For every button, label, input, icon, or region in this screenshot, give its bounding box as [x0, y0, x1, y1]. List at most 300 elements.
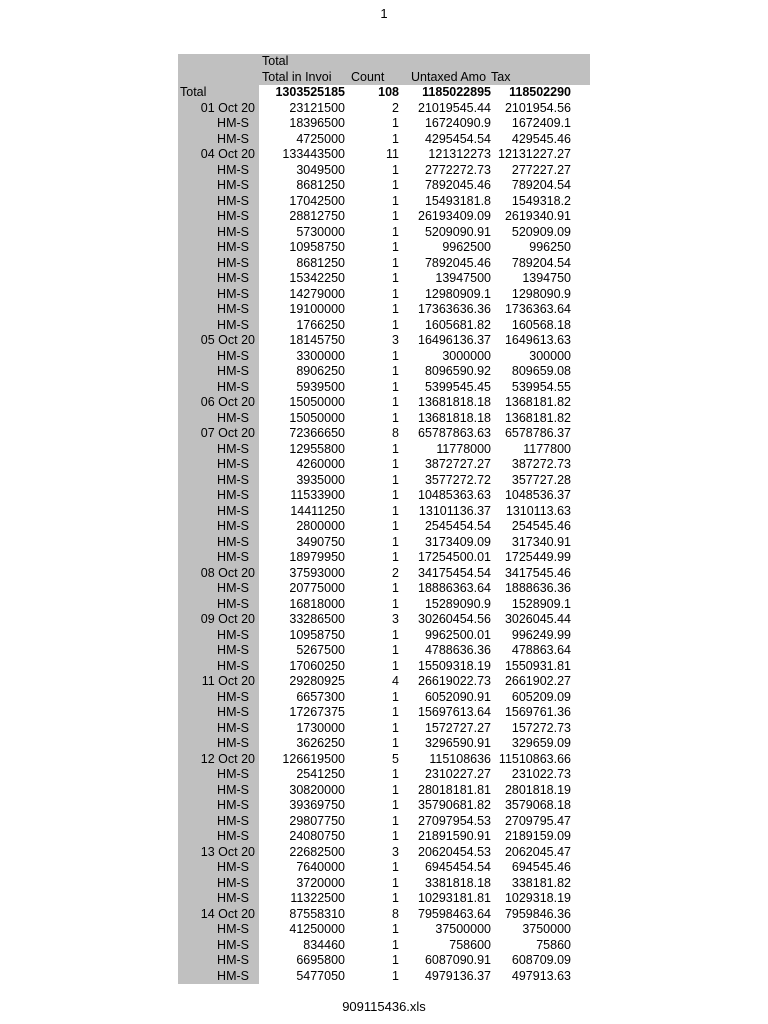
cell-count: 1: [392, 441, 399, 456]
row-label: HM-S: [178, 504, 259, 520]
cell-untaxed-amount: 13681818.18: [418, 410, 491, 425]
cell-total-in-invoice: 1766250: [296, 317, 345, 332]
cell-count: 1: [392, 534, 399, 549]
cell-untaxed-amount: 10293181.81: [418, 891, 491, 905]
table-row: [178, 473, 590, 489]
table-row: [178, 597, 590, 613]
row-label: HM-S: [178, 659, 259, 675]
table-row: [178, 411, 590, 427]
cell-total-in-invoice: 4260000: [296, 457, 345, 471]
cell-count: 1: [392, 937, 399, 952]
cell-total-in-invoice: 15050000: [289, 395, 345, 409]
cell-tax: 357727.28: [511, 472, 571, 487]
row-label: HM-S: [178, 240, 259, 256]
row-label: HM-S: [178, 876, 259, 892]
row-label: HM-S: [178, 628, 259, 644]
cell-untaxed-amount: 30260454.56: [418, 612, 491, 626]
cell-tax: 789204.54: [511, 178, 571, 192]
cell-count: 1: [392, 379, 399, 394]
cell-count: 1: [392, 627, 399, 642]
cell-tax: 300000: [529, 348, 571, 363]
row-label: HM-S: [178, 829, 259, 845]
row-label: HM-S: [178, 938, 259, 954]
row-label: HM-S: [178, 256, 259, 272]
cell-total-in-invoice: 15342250: [289, 271, 345, 285]
cell-untaxed-amount: 6087090.91: [424, 953, 491, 967]
table-row: [178, 163, 590, 179]
cell-count: 1: [392, 457, 399, 471]
row-label: HM-S: [178, 891, 259, 907]
row-label: HM-S: [178, 581, 259, 597]
cell-tax: 1298090.9: [511, 286, 571, 301]
cell-count: 1: [392, 224, 399, 239]
cell-count: 1: [392, 550, 399, 564]
cell-total-in-invoice: 18979950: [289, 550, 345, 564]
cell-untaxed-amount: 37500000: [435, 922, 491, 936]
row-label: HM-S: [178, 814, 259, 830]
row-label: HM-S: [178, 302, 259, 318]
cell-untaxed-amount: 7892045.46: [424, 178, 491, 192]
cell-total-in-invoice: 14411250: [290, 503, 345, 518]
table-row: [178, 860, 590, 876]
cell-total-in-invoice: 15050000: [289, 410, 345, 425]
table-row: [178, 318, 590, 334]
table-row: [178, 659, 590, 675]
cell-tax: 338181.82: [511, 875, 571, 890]
table-row: [178, 271, 590, 287]
cell-untaxed-amount: 3000000: [442, 348, 491, 363]
row-label: HM-S: [178, 364, 259, 380]
cell-total-in-invoice: 41250000: [289, 922, 345, 936]
cell-total-in-invoice: 11533900: [290, 488, 345, 502]
cell-tax: 1649613.63: [504, 333, 571, 347]
table-row: [178, 116, 590, 132]
row-label: HM-S: [178, 116, 259, 132]
cell-total-in-invoice: 29280925: [289, 674, 345, 688]
cell-untaxed-amount: 4788636.36: [424, 643, 491, 657]
cell-untaxed-amount: 7892045.46: [424, 255, 491, 270]
cell-count: 3: [392, 612, 399, 626]
cell-total-in-invoice: 19100000: [289, 302, 345, 316]
cell-untaxed-amount: 6945454.54: [424, 860, 491, 874]
header-row-2: [178, 70, 590, 86]
table-row: [178, 364, 590, 380]
cell-tax: 387272.73: [511, 457, 571, 471]
cell-tax: 2062045.47: [504, 844, 571, 859]
cell-untaxed-amount: 65787863.63: [418, 426, 491, 440]
cell-tax: 2101954.56: [504, 100, 571, 115]
cell-count: 1: [392, 255, 399, 270]
row-label: HM-S: [178, 318, 259, 334]
cell-count: 1: [392, 519, 399, 533]
date-group-row: [178, 674, 590, 690]
cell-untaxed-amount: 121312273: [428, 147, 491, 161]
cell-total-in-invoice: 29807750: [289, 813, 345, 828]
cell-count: 1: [392, 116, 399, 130]
cell-tax: 996250: [529, 240, 571, 254]
cell-tax: 429545.46: [511, 131, 571, 146]
cell-total-in-invoice: 87558310: [289, 906, 345, 921]
cell-tax: 6578786.37: [504, 426, 571, 440]
table-row: [178, 457, 590, 473]
cell-count: 1: [392, 829, 399, 843]
cell-tax: 605209.09: [511, 689, 571, 704]
cell-count: 1: [392, 410, 399, 425]
cell-total-in-invoice: 3720000: [296, 875, 345, 890]
row-label: HM-S: [178, 705, 259, 721]
cell-tax: 789204.54: [511, 255, 571, 270]
cell-tax: 1528909.1: [511, 596, 571, 611]
cell-total-in-invoice: 5267500: [296, 643, 345, 657]
row-label: HM-S: [178, 597, 259, 613]
cell-total-in-invoice: 5477050: [296, 968, 345, 983]
row-label: HM-S: [178, 783, 259, 799]
cell-total-in-invoice: 834460: [303, 937, 345, 952]
cell-untaxed-amount: 9962500.01: [424, 627, 491, 642]
cell-untaxed-amount: 13947500: [435, 271, 491, 285]
cell-total-in-invoice: 18396500: [289, 116, 345, 130]
table-row: [178, 519, 590, 535]
cell-tax: 75860: [536, 937, 571, 952]
cell-count: 3: [392, 333, 399, 347]
cell-count: 5: [392, 751, 399, 766]
cell-count: 1: [392, 689, 399, 704]
row-label: 13 Oct 20: [178, 845, 259, 861]
row-label: HM-S: [178, 643, 259, 659]
table-row: [178, 690, 590, 706]
cell-count: 11: [386, 147, 399, 161]
cell-total-in-invoice: 3049500: [296, 162, 345, 177]
date-group-row: [178, 566, 590, 582]
cell-count: 2: [392, 100, 399, 115]
cell-untaxed-amount: 13101136.37: [418, 503, 491, 518]
row-label: HM-S: [178, 721, 259, 737]
table-row: [178, 225, 590, 241]
header-total-in-invoice: Total in Invoi: [262, 69, 332, 84]
header-row-1: [178, 54, 590, 70]
cell-total-in-invoice: 6657300: [296, 689, 345, 704]
cell-count: 1: [392, 736, 399, 750]
cell-tax: 497913.63: [511, 968, 571, 983]
date-group-row: [178, 426, 590, 442]
cell-count: 1: [392, 813, 399, 828]
cell-count: 1: [392, 922, 399, 936]
cell-total-in-invoice: 8681250: [296, 178, 345, 192]
cell-untaxed-amount: 16724090.9: [424, 116, 491, 130]
cell-untaxed-amount: 3296590.91: [424, 736, 491, 750]
date-group-row: [178, 612, 590, 628]
cell-untaxed-amount: 3577272.72: [424, 472, 491, 487]
table-row: [178, 798, 590, 814]
date-group-row: [178, 907, 590, 923]
cell-count: 1: [392, 798, 399, 812]
cell-tax: 11510863.66: [498, 751, 571, 766]
row-label: 04 Oct 20: [178, 147, 259, 163]
cell-tax: 3026045.44: [504, 612, 571, 626]
row-label: 11 Oct 20: [178, 674, 259, 690]
cell-untaxed-amount: 3381818.18: [424, 875, 491, 890]
cell-count: 1: [392, 891, 399, 905]
cell-total-in-invoice: 39369750: [289, 798, 345, 812]
cell-untaxed-amount: 1605681.82: [424, 317, 491, 332]
row-label: HM-S: [178, 860, 259, 876]
cell-count: 1: [392, 596, 399, 611]
cell-total-in-invoice: 8906250: [296, 364, 345, 378]
cell-count: 8: [392, 426, 399, 440]
cell-tax: 231022.73: [511, 767, 571, 781]
row-label: HM-S: [178, 457, 259, 473]
cell-count: 2: [392, 565, 399, 580]
cell-tax: 277227.27: [511, 162, 571, 177]
cell-total-in-invoice: 16818000: [289, 596, 345, 611]
row-label: HM-S: [178, 798, 259, 814]
cell-tax: 1177800: [523, 441, 571, 456]
cell-untaxed-amount: 16496136.37: [418, 333, 491, 347]
cell-untaxed-amount: 5399545.45: [424, 379, 491, 394]
cell-count: 108: [378, 85, 399, 99]
cell-untaxed-amount: 17363636.36: [418, 302, 491, 316]
cell-total-in-invoice: 12955800: [289, 441, 345, 456]
row-label: 08 Oct 20: [178, 566, 259, 582]
row-label: HM-S: [178, 473, 259, 489]
row-label: HM-S: [178, 380, 259, 396]
cell-untaxed-amount: 6052090.91: [424, 689, 491, 704]
date-group-row: [178, 845, 590, 861]
date-group-row: [178, 147, 590, 163]
table-row: [178, 178, 590, 194]
cell-total-in-invoice: 10958750: [289, 627, 345, 642]
cell-total-in-invoice: 24080750: [289, 829, 345, 843]
table-row: [178, 209, 590, 225]
row-label: HM-S: [178, 132, 259, 148]
cell-untaxed-amount: 21019545.44: [418, 100, 491, 115]
cell-count: 1: [392, 720, 399, 735]
table-row: [178, 783, 590, 799]
cell-count: 1: [392, 503, 399, 518]
table-row: [178, 550, 590, 566]
row-label: HM-S: [178, 442, 259, 458]
cell-untaxed-amount: 4979136.37: [424, 968, 491, 983]
header-total-label: Total: [262, 54, 289, 68]
cell-total-in-invoice: 20775000: [289, 581, 345, 595]
cell-count: 1: [392, 162, 399, 177]
row-label: HM-S: [178, 271, 259, 287]
cell-untaxed-amount: 79598463.64: [418, 906, 491, 921]
page-number: 1: [380, 6, 388, 21]
cell-tax: 1888636.36: [504, 581, 571, 595]
row-label: Total: [178, 85, 259, 101]
header-count: Count: [351, 69, 385, 84]
cell-total-in-invoice: 8681250: [296, 255, 345, 270]
cell-total-in-invoice: 1303525185: [275, 85, 345, 99]
cell-count: 1: [392, 271, 399, 285]
cell-tax: 520909.09: [511, 224, 571, 239]
cell-count: 3: [392, 844, 399, 859]
cell-total-in-invoice: 23121500: [289, 100, 345, 115]
cell-untaxed-amount: 26193409.09: [418, 209, 491, 223]
cell-count: 1: [392, 860, 399, 874]
cell-untaxed-amount: 8096590.92: [424, 364, 491, 378]
row-label: HM-S: [178, 690, 259, 706]
cell-untaxed-amount: 18886363.64: [418, 581, 491, 595]
cell-total-in-invoice: 72366650: [289, 426, 345, 440]
cell-tax: 1569761.36: [504, 705, 571, 719]
date-group-row: [178, 333, 590, 349]
cell-count: 1: [392, 953, 399, 967]
cell-untaxed-amount: 5209090.91: [424, 224, 491, 239]
cell-tax: 1310113.63: [505, 503, 571, 518]
row-label: HM-S: [178, 287, 259, 303]
table-row: [178, 922, 590, 938]
cell-tax: 2619340.91: [504, 209, 571, 223]
cell-count: 1: [392, 193, 399, 208]
row-label: 14 Oct 20: [178, 907, 259, 923]
cell-untaxed-amount: 758600: [449, 937, 491, 952]
row-label: HM-S: [178, 535, 259, 551]
cell-untaxed-amount: 1185022895: [422, 85, 491, 99]
cell-tax: 254545.46: [511, 519, 571, 533]
cell-count: 1: [392, 302, 399, 316]
table-row: [178, 953, 590, 969]
cell-count: 1: [392, 488, 399, 502]
cell-tax: 539954.55: [511, 379, 571, 394]
cell-untaxed-amount: 10485363.63: [418, 488, 491, 502]
cell-count: 1: [392, 658, 399, 673]
cell-total-in-invoice: 2541250: [296, 767, 345, 781]
row-label: HM-S: [178, 349, 259, 365]
table-row: [178, 240, 590, 256]
cell-untaxed-amount: 15493181.8: [424, 193, 491, 208]
cell-tax: 694545.46: [511, 860, 571, 874]
cell-tax: 809659.08: [511, 364, 571, 378]
row-label: HM-S: [178, 767, 259, 783]
cell-total-in-invoice: 3626250: [296, 736, 345, 750]
cell-tax: 1029318.19: [504, 891, 571, 905]
row-label: HM-S: [178, 209, 259, 225]
row-label: HM-S: [178, 488, 259, 504]
table-row: [178, 488, 590, 504]
cell-tax: 329659.09: [511, 736, 571, 750]
row-label: 05 Oct 20: [178, 333, 259, 349]
date-group-row: [178, 101, 590, 117]
cell-untaxed-amount: 3872727.27: [424, 457, 491, 471]
cell-count: 1: [392, 131, 399, 146]
header-tax: Tax: [491, 69, 511, 84]
cell-total-in-invoice: 2800000: [296, 519, 345, 533]
table-row: [178, 287, 590, 303]
cell-tax: 1736363.64: [504, 302, 571, 316]
cell-untaxed-amount: 4295454.54: [424, 131, 491, 146]
table-row: [178, 643, 590, 659]
table-row: [178, 628, 590, 644]
row-label: HM-S: [178, 736, 259, 752]
cell-tax: 317340.91: [511, 534, 571, 549]
header-untaxed-amount: Untaxed Amo: [411, 69, 487, 84]
table-row: [178, 194, 590, 210]
pivot-table: [178, 54, 590, 984]
table-row: [178, 829, 590, 845]
cell-total-in-invoice: 17060250: [289, 658, 345, 673]
row-label: HM-S: [178, 969, 259, 985]
row-label: HM-S: [178, 922, 259, 938]
table-row: [178, 442, 590, 458]
cell-tax: 157272.73: [511, 720, 571, 735]
cell-count: 1: [392, 395, 399, 409]
cell-count: 8: [392, 906, 399, 921]
cell-total-in-invoice: 3935000: [296, 472, 345, 487]
cell-untaxed-amount: 35790681.82: [418, 798, 491, 812]
cell-tax: 608709.09: [511, 953, 571, 967]
cell-tax: 1672409.1: [511, 116, 571, 130]
cell-untaxed-amount: 9962500: [442, 240, 491, 254]
table-row: [178, 349, 590, 365]
cell-total-in-invoice: 126619500: [282, 751, 345, 766]
cell-untaxed-amount: 1572727.27: [424, 720, 491, 735]
cell-untaxed-amount: 15697613.64: [418, 705, 491, 719]
cell-count: 1: [392, 317, 399, 332]
cell-count: 1: [392, 875, 399, 890]
cell-total-in-invoice: 3490750: [296, 534, 345, 549]
cell-tax: 2189159.09: [504, 829, 571, 843]
cell-untaxed-amount: 13681818.18: [418, 395, 491, 409]
cell-total-in-invoice: 30820000: [289, 782, 345, 797]
table-row: [178, 767, 590, 783]
table-row: [178, 876, 590, 892]
cell-total-in-invoice: 17042500: [289, 193, 345, 208]
cell-untaxed-amount: 2545454.54: [424, 519, 491, 533]
cell-count: 1: [392, 472, 399, 487]
file-name-footer: 909115436.xls: [342, 999, 426, 1014]
table-row: [178, 891, 590, 907]
cell-tax: 1048536.37: [504, 488, 571, 502]
table-row: [178, 535, 590, 551]
cell-count: 1: [392, 968, 399, 983]
row-label: HM-S: [178, 519, 259, 535]
row-label: HM-S: [178, 194, 259, 210]
cell-count: 1: [392, 581, 399, 595]
cell-tax: 1725449.99: [504, 550, 571, 564]
row-label: HM-S: [178, 225, 259, 241]
cell-total-in-invoice: 14279000: [289, 286, 345, 301]
table-row: [178, 380, 590, 396]
cell-total-in-invoice: 5939500: [296, 379, 345, 394]
table-row: [178, 504, 590, 520]
table-row: [178, 969, 590, 985]
cell-tax: 3579068.18: [504, 798, 571, 812]
cell-count: 1: [392, 643, 399, 657]
cell-total-in-invoice: 7640000: [296, 860, 345, 874]
row-label: HM-S: [178, 178, 259, 194]
cell-tax: 118502290: [509, 85, 571, 99]
cell-untaxed-amount: 15289090.9: [424, 596, 491, 611]
cell-untaxed-amount: 3173409.09: [424, 534, 491, 549]
table-row: [178, 705, 590, 721]
cell-count: 1: [392, 286, 399, 301]
cell-total-in-invoice: 11322500: [290, 891, 345, 905]
table-row: [178, 581, 590, 597]
row-label: HM-S: [178, 953, 259, 969]
cell-total-in-invoice: 18145750: [289, 333, 345, 347]
row-label: HM-S: [178, 411, 259, 427]
cell-tax: 3417545.46: [504, 565, 571, 580]
cell-total-in-invoice: 6695800: [296, 953, 345, 967]
cell-total-in-invoice: 3300000: [296, 348, 345, 363]
cell-tax: 1549318.2: [511, 193, 571, 208]
cell-total-in-invoice: 33286500: [289, 612, 345, 626]
cell-untaxed-amount: 26619022.73: [418, 674, 491, 688]
cell-total-in-invoice: 133443500: [282, 147, 345, 161]
cell-untaxed-amount: 2772272.73: [424, 162, 491, 177]
